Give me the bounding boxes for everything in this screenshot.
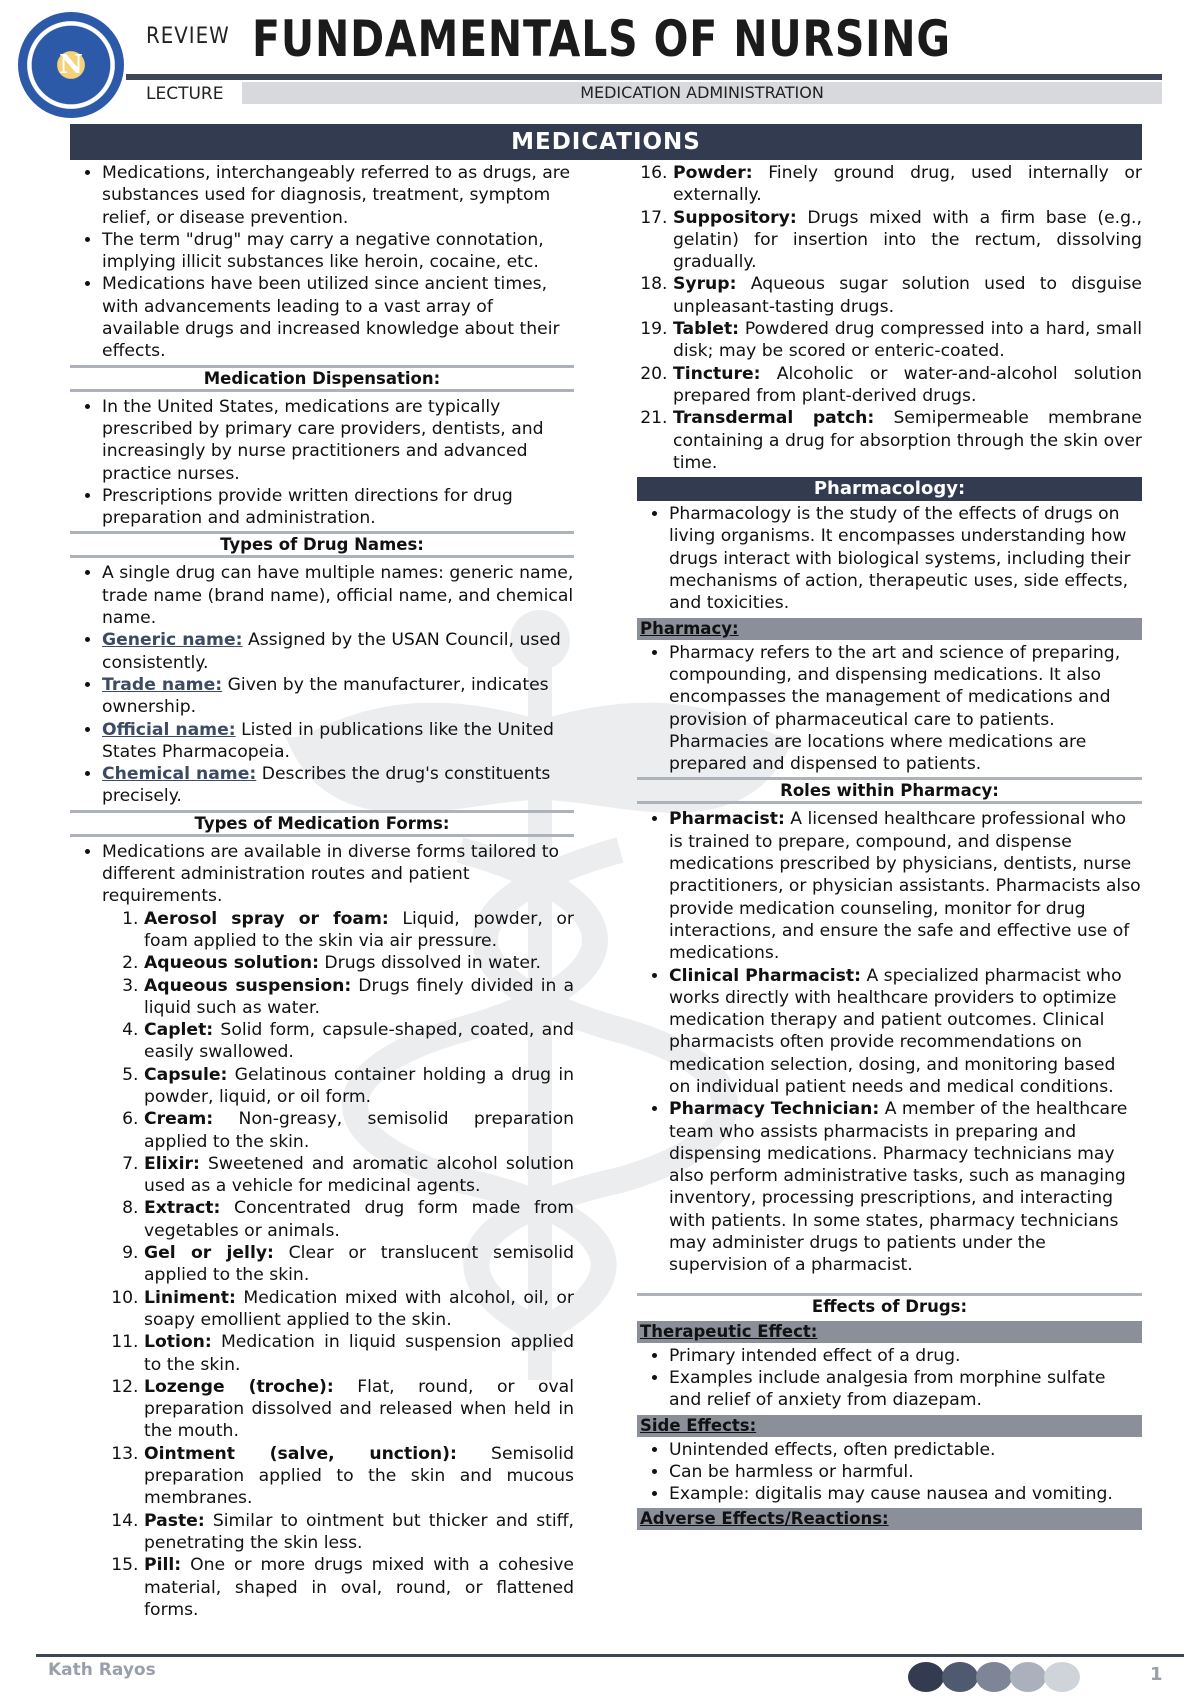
term: Generic name: xyxy=(102,630,243,651)
therapeutic-heading: Therapeutic Effect: xyxy=(637,1321,1142,1343)
dot-2-icon xyxy=(942,1662,978,1692)
dispensation-heading: Medication Dispensation: xyxy=(70,365,574,392)
list-item xyxy=(102,629,574,674)
definition: Assigned by the USAN Council, used consistently. xyxy=(102,630,561,673)
list-item: • Examples include analgesia from morphine sulfate and relief of anxiety from diazepam. xyxy=(669,1367,1142,1412)
dot-5-icon xyxy=(1044,1662,1080,1692)
term: Powder: xyxy=(673,163,753,183)
forms-intro-list xyxy=(70,841,574,908)
term: Cream: xyxy=(144,1109,214,1130)
list-item: • The term "drug" may carry a negative connotation, implying illicit substances like heroin, cocaine, etc. xyxy=(102,229,574,274)
term: Tablet: xyxy=(673,319,740,340)
definition: Solid form, capsule-shaped, coated, and easily swallowed. xyxy=(144,1020,574,1063)
list-item xyxy=(144,1197,574,1242)
side-effects-list xyxy=(637,1439,1142,1506)
list-item xyxy=(673,407,1142,474)
term: Clinical Pharmacist: xyxy=(669,965,861,986)
definition: Given by the manufacturer, indicates ownership. xyxy=(102,674,549,718)
definition: Liquid, powder, or foam applied to the skin via air pressure. xyxy=(144,908,574,951)
term: Syrup: xyxy=(673,274,737,295)
list-item xyxy=(144,1108,574,1153)
definition: Powdered drug compressed into a hard, small disk; may be scored or enteric-coated. xyxy=(673,319,1142,362)
list-item: • Unintended effects, often predictable. xyxy=(669,1439,1142,1461)
term: Extract: xyxy=(144,1198,221,1219)
logo-letter: N xyxy=(59,50,83,80)
list-item xyxy=(144,1376,574,1443)
left-column xyxy=(70,162,574,1621)
term: Trade name: xyxy=(102,674,223,695)
term: Paste: xyxy=(144,1510,205,1531)
term: Aerosol spray or foam: xyxy=(144,908,389,929)
list-item xyxy=(102,763,574,808)
lecture-label: LECTURE xyxy=(146,84,224,104)
list-item: • Pharmacology is the study of the effects of drugs on living organisms. It encompasses understanding how drugs interact with biological systems, including their mechanisms of action, therapeutic uses, side effects, and toxicities. xyxy=(669,503,1142,614)
right-column xyxy=(637,162,1142,1532)
list-item xyxy=(673,363,1142,408)
effects-heading: Effects of Drugs: xyxy=(637,1293,1142,1317)
term: Pill: xyxy=(144,1555,182,1576)
list-item xyxy=(144,1287,574,1332)
list-item: • Medications have been utilized since ancient times, with advancements leading to a vast array of available drugs and increased knowledge about their effects. xyxy=(102,273,574,362)
term: Suppository: xyxy=(673,207,797,228)
definition: Concentrated drug form made from vegetables or animals. xyxy=(144,1198,574,1241)
list-item xyxy=(673,318,1142,363)
footer-rule xyxy=(36,1654,1184,1657)
list-item: • A single drug can have multiple names: generic name, trade name (brand name), official name, and chemical name. xyxy=(102,562,574,629)
list-item xyxy=(144,1554,574,1621)
definition: Alcoholic or water-and-alcohol solution prepared from plant-derived drugs. xyxy=(673,363,1142,406)
list-item: • Medications, interchangeably referred to as drugs, are substances used for diagnosis, treatment, symptom relief, or disease prevention. xyxy=(102,162,574,229)
roles-heading: Roles within Pharmacy: xyxy=(637,777,1142,804)
list-item: • In the United States, medications are typically prescribed by primary care providers, dentists, and increasingly by nurse practitioners and advanced practice nurses. xyxy=(102,396,574,485)
dot-1-icon xyxy=(908,1662,944,1692)
definition: Finely ground drug, used internally or externally. xyxy=(673,163,1142,206)
college-logo xyxy=(18,12,124,118)
list-item xyxy=(144,1019,574,1064)
definition: A specialized pharmacist who works directly with healthcare providers to optimize medication therapy and patient outcomes. Clinical pharmacists often provide recommendations on medication selection, dosing, and monitoring based on individual patient needs and medical conditions. xyxy=(669,965,1122,1097)
term: Chemical name: xyxy=(102,764,257,785)
definition: Sweetened and aromatic alcohol solution used as a vehicle for medicinal agents. xyxy=(144,1153,574,1197)
term: Elixir: xyxy=(144,1153,200,1174)
review-label: REVIEW xyxy=(146,24,230,49)
list-item xyxy=(144,1242,574,1287)
definition: Similar to ointment but thicker and stiff, penetrating the skin less. xyxy=(144,1510,574,1553)
definition: Aqueous sugar solution used to disguise unpleasant-tasting drugs. xyxy=(673,274,1142,317)
list-item xyxy=(102,674,574,719)
pharmacy-heading: Pharmacy: xyxy=(637,618,1142,640)
term: Aqueous suspension: xyxy=(144,975,352,996)
section-banner: MEDICATIONS xyxy=(70,124,1142,160)
list-item: • Prescriptions provide written directions for drug preparation and administration. xyxy=(102,485,574,530)
side-effects-heading: Side Effects: xyxy=(637,1415,1142,1437)
pharmacology-list xyxy=(637,503,1142,614)
definition: One or more drugs mixed with a cohesive material, shaped in oval, round, or flattened forms. xyxy=(144,1555,574,1620)
list-item xyxy=(673,162,1142,207)
term: Ointment (salve, unction): xyxy=(144,1443,457,1464)
header-rule xyxy=(126,74,1162,80)
roles-list xyxy=(637,808,1142,1276)
list-item xyxy=(102,719,574,764)
list-item: • Medications are available in diverse forms tailored to different administration routes and patient requirements. xyxy=(102,841,574,908)
list-item xyxy=(144,1153,574,1198)
term: Lotion: xyxy=(144,1332,212,1353)
term: Transdermal patch: xyxy=(673,408,875,429)
definition: Clear or translucent semisolid applied to the skin. xyxy=(144,1243,574,1286)
dispensation-list xyxy=(70,396,574,530)
list-item xyxy=(669,808,1142,964)
definition: Semipermeable membrane containing a drug for absorption through the skin over time. xyxy=(673,408,1142,473)
list-item xyxy=(144,1510,574,1555)
definition: Non-greasy, semisolid preparation applied to the skin. xyxy=(144,1109,574,1152)
topic-subtitle: MEDICATION ADMINISTRATION xyxy=(242,82,1162,104)
definition: Drugs mixed with a firm base (e.g., gelatin) for insertion into the rectum, dissolving gradually. xyxy=(673,207,1142,273)
page-title: FUNDAMENTALS OF NURSING xyxy=(252,10,951,68)
list-item: • Can be harmless or harmful. xyxy=(669,1461,1142,1483)
definition: Semisolid preparation applied to the skin and mucous membranes. xyxy=(144,1443,574,1509)
term: Pharmacist: xyxy=(669,809,785,830)
definition: Flat, round, or oval preparation dissolved and released when held in the mouth. xyxy=(144,1376,574,1442)
medication-forms-heading: Types of Medication Forms: xyxy=(70,810,574,837)
drug-names-list xyxy=(70,562,574,807)
definition: A member of the healthcare team who assists pharmacists in preparing and dispensing medications. Pharmacy technicians may also perform administrative tasks, such as managing inventory, processing prescriptions, and interacting with patients. In some states, pharmacy technicians may administer drugs to patients under the supervision of a pharmacist. xyxy=(669,1099,1128,1276)
term: Official name: xyxy=(102,719,236,740)
adverse-effects-heading: Adverse Effects/Reactions: xyxy=(637,1508,1142,1530)
list-item xyxy=(144,975,574,1020)
dot-3-icon xyxy=(976,1662,1012,1692)
dot-4-icon xyxy=(1010,1662,1046,1692)
term: Capsule: xyxy=(144,1064,228,1085)
definition: Medication mixed with alcohol, oil, or soapy emollient applied to the skin. xyxy=(144,1287,574,1330)
list-item: • Primary intended effect of a drug. xyxy=(669,1345,1142,1367)
list-item xyxy=(673,273,1142,318)
intro-list xyxy=(70,162,574,363)
list-item xyxy=(144,1331,574,1376)
definition: Listed in publications like the United States Pharmacopeia. xyxy=(102,719,554,762)
list-item: • Example: digitalis may cause nausea and vomiting. xyxy=(669,1483,1142,1505)
definition: Medication in liquid suspension applied to the skin. xyxy=(144,1332,574,1375)
term: Lozenge (troche): xyxy=(144,1376,334,1397)
list-item xyxy=(144,1064,574,1109)
term: Liniment: xyxy=(144,1287,236,1308)
definition: Drugs dissolved in water. xyxy=(318,953,541,974)
pharmacology-heading: Pharmacology: xyxy=(637,477,1142,501)
author-name: Kath Rayos xyxy=(48,1660,156,1680)
term: Gel or jelly: xyxy=(144,1243,274,1264)
page-number: 1 xyxy=(1150,1664,1163,1685)
list-item xyxy=(669,1098,1142,1276)
forms-list xyxy=(70,908,574,1622)
therapeutic-list xyxy=(637,1345,1142,1412)
term: Aqueous solution: xyxy=(144,953,319,974)
forms-list-continued xyxy=(637,162,1142,474)
list-item: • Pharmacy refers to the art and science of preparing, compounding, and dispensing medications. It also encompasses the management of medications and provision of pharmaceutical care to patients. Pharmacies are locations where medications are prepared and dispensed to patients. xyxy=(669,642,1142,776)
term: Pharmacy Technician: xyxy=(669,1099,880,1120)
definition: A licensed healthcare professional who is trained to prepare, compound, and dispense medications prescribed by physicians, dentists, nurse practitioners, or physician assistants. Pharmacists also provide medication counseling, monitor for drug interactions, and ensure the safe and effective use of medications. xyxy=(669,809,1141,964)
list-item xyxy=(144,908,574,953)
term: Caplet: xyxy=(144,1020,214,1041)
list-item xyxy=(673,207,1142,274)
list-item xyxy=(144,952,574,974)
term: Tincture: xyxy=(673,363,761,384)
list-item xyxy=(669,965,1142,1099)
definition: Describes the drug's constituents precisely. xyxy=(102,764,551,807)
drug-names-heading: Types of Drug Names: xyxy=(70,531,574,558)
definition: Gelatinous container holding a drug in powder, liquid, or oil form. xyxy=(144,1064,574,1107)
pharmacy-list xyxy=(637,642,1142,776)
definition: Drugs finely divided in a liquid such as water. xyxy=(144,975,574,1018)
list-item xyxy=(144,1443,574,1510)
